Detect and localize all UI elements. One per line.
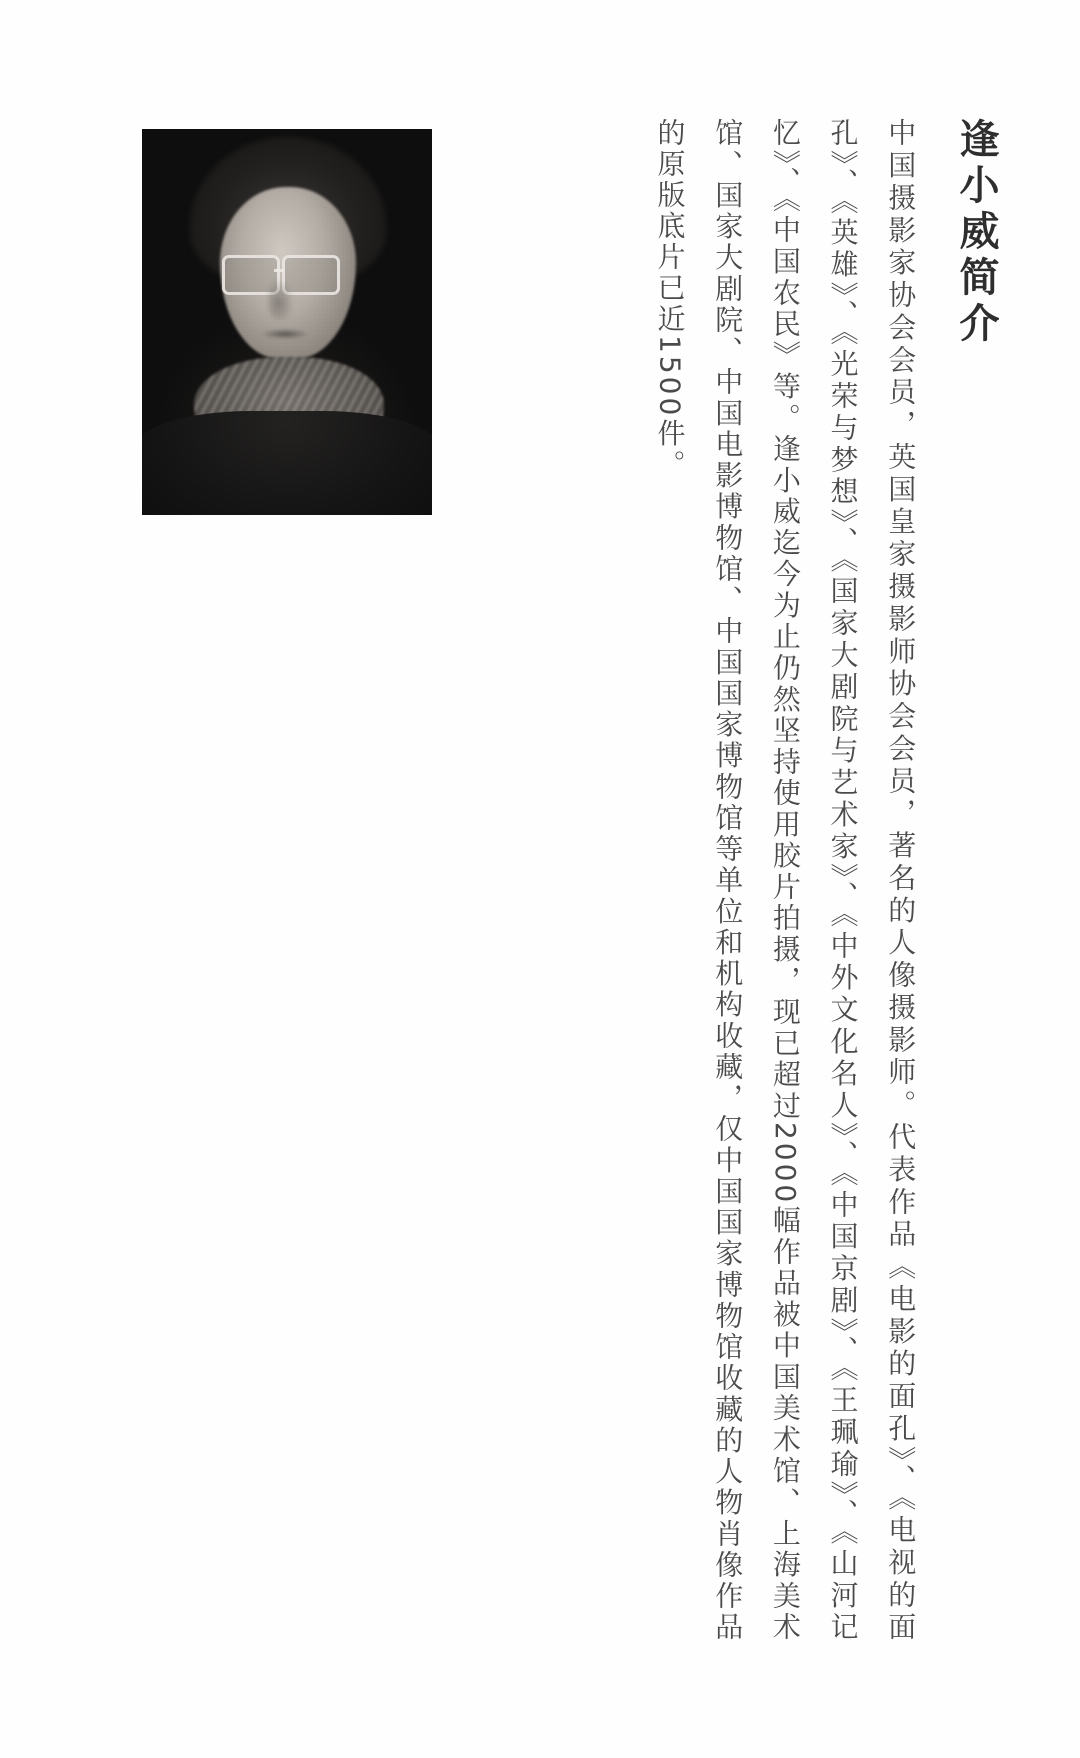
page-title: 逢小威简介 bbox=[953, 118, 1000, 348]
film-grain-overlay bbox=[142, 129, 432, 515]
vertical-text-block bbox=[641, 118, 1004, 1643]
portrait-photo bbox=[142, 129, 432, 515]
portrait-image bbox=[142, 129, 432, 515]
biography-body-text: 中国摄影家协会会员，英国皇家摄影师协会会员，著名的人像摄影师。代表作品《电影的面孔》、《电视的面孔》、《英雄》、《光荣与梦想》、《国家大剧院与艺术家》、《中外文化名人》、《中国京剧》、《王珮瑜》、《山河记忆》、《中国农民》等。逢小威迄今为止仍然坚持使用胶片拍摄，现已超过2000幅作品被中国美术馆、上海美术馆、国家大剧院、中国电影博物馆、中国国家博物馆等单位和机构收藏，仅中国国家博物馆收藏的人物肖像作品的原版底片已近1500件。 bbox=[653, 118, 918, 1643]
